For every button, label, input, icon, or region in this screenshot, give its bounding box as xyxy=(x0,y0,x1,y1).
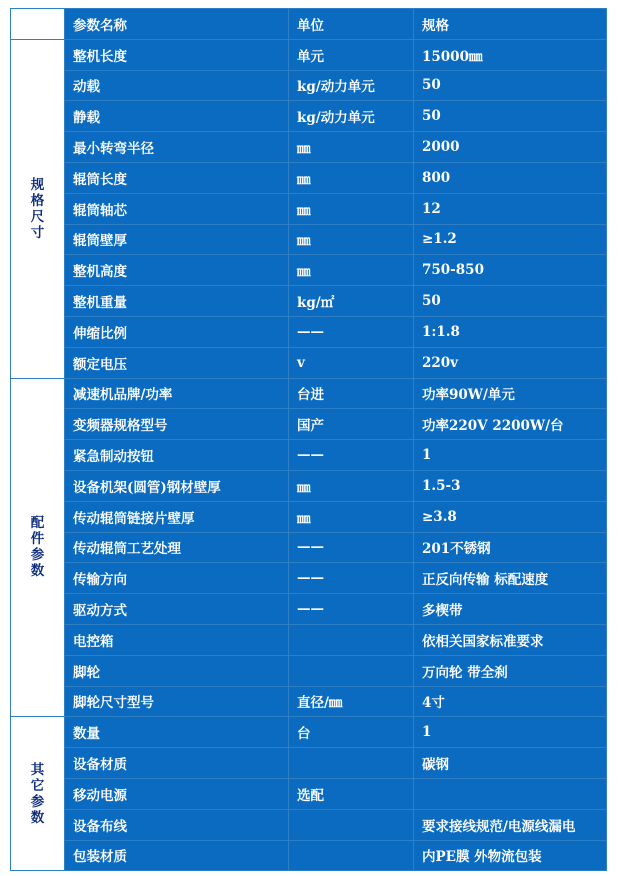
cell-name: 辊筒轴芯 xyxy=(65,193,289,224)
table-row xyxy=(11,501,607,532)
table-row xyxy=(11,101,607,132)
cell-name: 设备材质 xyxy=(65,748,289,779)
cell-unit xyxy=(289,748,414,779)
category-label: 配件参数 xyxy=(30,515,45,580)
cell-spec: 要求接线规范/电源线漏电 xyxy=(414,809,607,840)
cell-name: 脚轮尺寸型号 xyxy=(65,686,289,717)
header-name: 参数名称 xyxy=(65,9,289,40)
table-row xyxy=(11,717,607,748)
cell-unit: 国产 xyxy=(289,409,414,440)
table-row xyxy=(11,286,607,317)
cell-name: 整机高度 xyxy=(65,255,289,286)
cell-name: 动载 xyxy=(65,70,289,101)
cell-name: 传输方向 xyxy=(65,563,289,594)
cell-name: 静载 xyxy=(65,101,289,132)
cell-unit xyxy=(289,655,414,686)
cell-spec: 50 xyxy=(414,101,607,132)
table-row xyxy=(11,255,607,286)
cell-spec: 1 xyxy=(414,717,607,748)
cell-spec: 220v xyxy=(414,347,607,378)
cell-spec: 1:1.8 xyxy=(414,316,607,347)
cell-unit: 单元 xyxy=(289,39,414,70)
cell-name: 辊筒壁厚 xyxy=(65,224,289,255)
cell-spec: 750-850 xyxy=(414,255,607,286)
cell-name: 传动辊筒工艺处理 xyxy=(65,532,289,563)
table-row xyxy=(11,39,607,70)
category-cell xyxy=(11,378,65,717)
cell-unit: —— xyxy=(289,440,414,471)
cell-spec xyxy=(414,778,607,809)
table-row xyxy=(11,809,607,840)
category-cell xyxy=(11,717,65,871)
cell-spec: 万向轮 带全刹 xyxy=(414,655,607,686)
cell-spec: 内PE膜 外物流包装 xyxy=(414,840,607,871)
cell-name: 设备布线 xyxy=(65,809,289,840)
cell-unit: —— xyxy=(289,316,414,347)
cell-spec: 12 xyxy=(414,193,607,224)
table-row xyxy=(11,316,607,347)
cell-unit: kg/动力单元 xyxy=(289,101,414,132)
table-row xyxy=(11,563,607,594)
category-label: 其它参数 xyxy=(30,761,45,826)
cell-spec: 功率220V 2200W/台 xyxy=(414,409,607,440)
cell-spec: 4寸 xyxy=(414,686,607,717)
table-row xyxy=(11,594,607,625)
cell-spec: 201不锈钢 xyxy=(414,532,607,563)
cell-unit xyxy=(289,809,414,840)
cell-unit: —— xyxy=(289,594,414,625)
table-row xyxy=(11,224,607,255)
table-row xyxy=(11,132,607,163)
table-row xyxy=(11,624,607,655)
cell-name: 移动电源 xyxy=(65,778,289,809)
cell-name: 整机重量 xyxy=(65,286,289,317)
table-row xyxy=(11,686,607,717)
cell-unit: kg/动力单元 xyxy=(289,70,414,101)
cell-unit: ㎜ xyxy=(289,501,414,532)
header-spec: 规格 xyxy=(414,9,607,40)
cell-unit: ㎜ xyxy=(289,255,414,286)
cell-unit: 直径/㎜ xyxy=(289,686,414,717)
cell-unit: 台 xyxy=(289,717,414,748)
cell-spec: 800 xyxy=(414,162,607,193)
cell-spec: ≥3.8 xyxy=(414,501,607,532)
cell-unit: ㎜ xyxy=(289,162,414,193)
cell-unit: v xyxy=(289,347,414,378)
cell-spec: 功率90W/单元 xyxy=(414,378,607,409)
cell-spec: 50 xyxy=(414,70,607,101)
table-row xyxy=(11,655,607,686)
cell-unit: 台进 xyxy=(289,378,414,409)
cell-unit: ㎜ xyxy=(289,224,414,255)
cell-name: 辊筒长度 xyxy=(65,162,289,193)
cell-spec: 依相关国家标准要求 xyxy=(414,624,607,655)
spec-table-body xyxy=(11,9,607,871)
cell-spec: 2000 xyxy=(414,132,607,163)
table-row xyxy=(11,162,607,193)
cell-name: 额定电压 xyxy=(65,347,289,378)
cell-name: 设备机架(圆管)钢材壁厚 xyxy=(65,470,289,501)
cell-unit xyxy=(289,624,414,655)
table-row xyxy=(11,840,607,871)
cell-unit: —— xyxy=(289,532,414,563)
cell-name: 伸缩比例 xyxy=(65,316,289,347)
cell-unit: ㎜ xyxy=(289,470,414,501)
cell-name: 变频器规格型号 xyxy=(65,409,289,440)
table-row xyxy=(11,778,607,809)
table-row xyxy=(11,70,607,101)
table-row xyxy=(11,378,607,409)
cell-spec: 1 xyxy=(414,440,607,471)
cell-spec: 碳钢 xyxy=(414,748,607,779)
table-row xyxy=(11,193,607,224)
cell-name: 传动辊筒链接片壁厚 xyxy=(65,501,289,532)
table-row xyxy=(11,409,607,440)
cell-spec: ≥1.2 xyxy=(414,224,607,255)
cell-unit: 选配 xyxy=(289,778,414,809)
cell-name: 驱动方式 xyxy=(65,594,289,625)
table-row xyxy=(11,440,607,471)
cell-unit: ㎜ xyxy=(289,193,414,224)
cell-name: 数量 xyxy=(65,717,289,748)
cell-name: 电控箱 xyxy=(65,624,289,655)
cell-spec: 1.5-3 xyxy=(414,470,607,501)
cell-spec: 15000㎜ xyxy=(414,39,607,70)
cell-name: 脚轮 xyxy=(65,655,289,686)
cell-name: 最小转弯半径 xyxy=(65,132,289,163)
header-blank-cell xyxy=(11,9,65,40)
header-unit: 单位 xyxy=(289,9,414,40)
category-cell xyxy=(11,39,65,378)
cell-spec: 正反向传输 标配速度 xyxy=(414,563,607,594)
cell-name: 整机长度 xyxy=(65,39,289,70)
cell-unit: kg/㎡ xyxy=(289,286,414,317)
table-row xyxy=(11,347,607,378)
cell-name: 包装材质 xyxy=(65,840,289,871)
header-row xyxy=(11,9,607,40)
table-row xyxy=(11,470,607,501)
spec-table-container xyxy=(10,8,607,871)
cell-unit: ㎜ xyxy=(289,132,414,163)
table-row xyxy=(11,532,607,563)
spec-table xyxy=(10,8,607,871)
cell-spec: 多楔带 xyxy=(414,594,607,625)
cell-unit xyxy=(289,840,414,871)
table-row xyxy=(11,748,607,779)
cell-name: 紧急制动按钮 xyxy=(65,440,289,471)
cell-unit: —— xyxy=(289,563,414,594)
cell-name: 减速机品牌/功率 xyxy=(65,378,289,409)
cell-spec: 50 xyxy=(414,286,607,317)
category-label: 规格尺寸 xyxy=(30,176,45,241)
